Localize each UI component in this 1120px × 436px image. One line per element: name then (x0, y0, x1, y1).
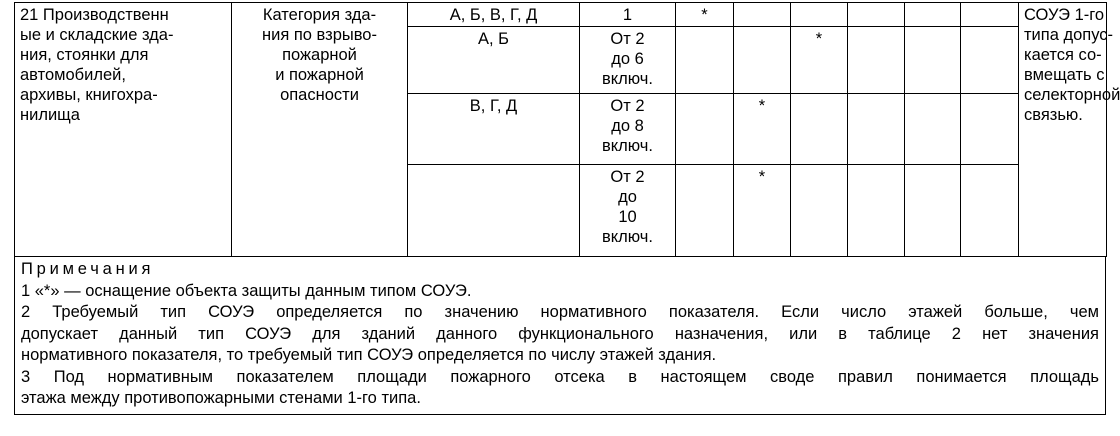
text-line: От 2 (610, 30, 645, 48)
note-2-line-3: нормативного показателя, то требуемый тип СОУЭ определяется по числу этажей здания. (21, 346, 717, 364)
text-line: до (618, 188, 637, 206)
text-line: и пожарной (275, 66, 364, 84)
text-line: кается со- (1024, 46, 1102, 64)
category-cell (408, 165, 580, 257)
type-5-mark (905, 27, 961, 94)
text-line: 10 (618, 208, 637, 226)
text-line: автомобилей, (20, 66, 126, 84)
text-line: вмещать с (1024, 66, 1105, 84)
type-6-mark (961, 27, 1019, 94)
value-cell (580, 165, 676, 257)
text-line: ния, стоянки для (20, 46, 149, 64)
text-line: пожарной (282, 46, 357, 64)
building-purpose-cell (15, 3, 232, 257)
note-3-line-1: 3 Под нормативным показателем площади пожарного отсека в настоящем своде правил понимается площадь (21, 367, 1099, 386)
type-3-mark (791, 94, 848, 165)
text-line: 1 (622, 6, 633, 24)
text-line: включ. (602, 70, 653, 88)
type-6-mark (961, 165, 1019, 257)
text-line: включ. (602, 228, 653, 246)
alarm-system-table (14, 2, 1120, 257)
type-4-mark (848, 27, 905, 94)
type-6-mark (961, 94, 1019, 165)
text-line: От 2 (610, 168, 645, 186)
text-line: архивы, книгохра- (20, 86, 158, 104)
note-1: 1 «*» — оснащение объекта защиты данным типом СОУЭ. (21, 281, 472, 300)
type-1-mark: * (676, 3, 734, 27)
note-2-line-2: допускает данный тип СОУЭ для зданий данного функционального назначения, или в таблице 2 нет значения (21, 324, 1099, 343)
norms-table-fragment (14, 2, 1120, 415)
notes-block (14, 257, 1106, 415)
text-line: 21 Производственн (20, 6, 169, 24)
table-row (15, 3, 1107, 27)
text-line: селекторной (1024, 86, 1120, 104)
type-5-mark (905, 94, 961, 165)
comment-cell (1019, 3, 1120, 257)
text-line: Категория зда- (262, 6, 377, 24)
text-line: связью. (1024, 106, 1083, 124)
text-line: до 6 (611, 50, 644, 68)
category-cell: А, Б (408, 27, 580, 94)
type-1-mark (676, 94, 734, 165)
text-line: типа допус- (1024, 26, 1114, 44)
type-3-mark: * (791, 27, 848, 94)
value-cell (580, 3, 676, 27)
text-line: СОУЭ 1-го (1024, 6, 1105, 24)
type-5-mark (905, 3, 961, 27)
type-4-mark (848, 94, 905, 165)
category-cell: В, Г, Д (408, 94, 580, 165)
note-2-line-1: 2 Требуемый тип СОУЭ определяется по значению нормативного показателя. Если число этажей больше, чем (21, 303, 1099, 321)
category-cell: А, Б, В, Г, Д (408, 3, 580, 27)
type-2-mark (734, 27, 791, 94)
type-4-mark (848, 3, 905, 27)
indicator-cell (232, 3, 408, 257)
text-line: нилища (20, 106, 80, 124)
type-2-mark: * (734, 94, 791, 165)
note-3-line-2: этажа между противопожарными стенами 1-го типа. (21, 389, 421, 407)
notes-heading: Примечания (21, 260, 155, 278)
text-line: От 2 (610, 97, 645, 115)
type-5-mark (905, 165, 961, 257)
type-4-mark (848, 165, 905, 257)
text-line: включ. (602, 137, 653, 155)
type-1-mark (676, 165, 734, 257)
type-1-mark (676, 27, 734, 94)
type-3-mark (791, 3, 848, 27)
value-cell (580, 27, 676, 94)
type-6-mark (961, 3, 1019, 27)
text-line: опасности (280, 86, 359, 104)
type-3-mark (791, 165, 848, 257)
type-2-mark (734, 3, 791, 27)
type-2-mark: * (734, 165, 791, 257)
text-line: ые и складские зда- (20, 26, 174, 44)
value-cell (580, 94, 676, 165)
text-line: ния по взрыво- (262, 26, 377, 44)
text-line: до 8 (611, 117, 644, 135)
